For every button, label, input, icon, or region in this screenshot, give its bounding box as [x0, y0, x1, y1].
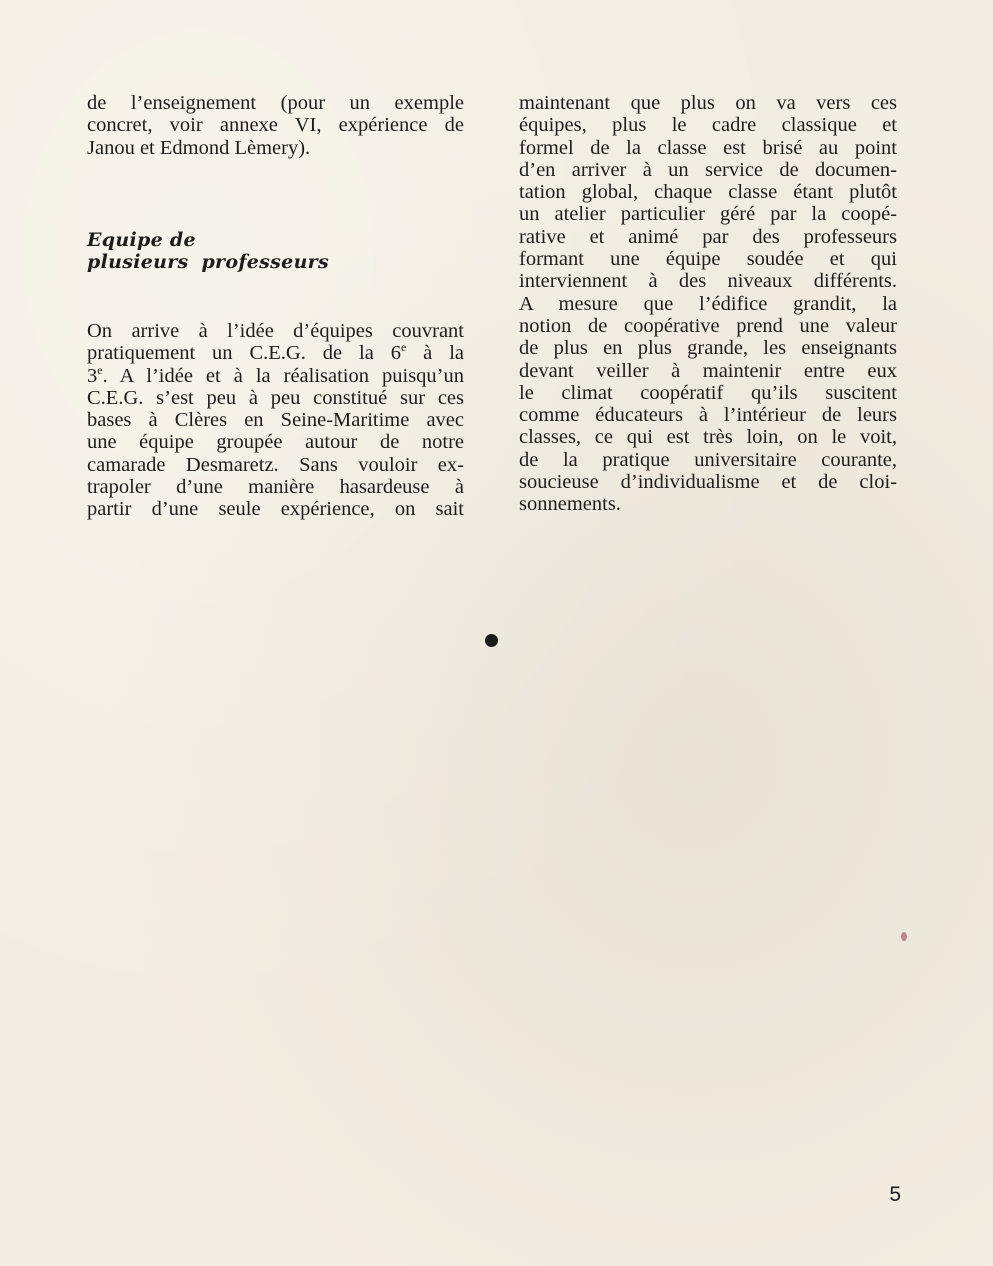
text-line: classes, ce qui est très loin, on le voit, — [519, 426, 897, 449]
text-fragment: 3 — [87, 364, 98, 387]
body-paragraph — [87, 320, 464, 521]
text-line: équipes, plus le cadre classique et — [519, 114, 897, 137]
text-line: une équipe groupée autour de notre — [87, 431, 464, 454]
text-line: le climat coopératif qu’ils suscitent — [519, 381, 897, 404]
ink-dot — [485, 634, 498, 647]
page-number: 5 — [889, 1183, 901, 1206]
text-line: C.E.G. s’est peu à peu constitué sur ces — [87, 386, 464, 409]
text-line: soucieuse d’individualisme et de cloi- — [519, 471, 897, 494]
heading-line: plusieurs professeurs — [87, 251, 329, 273]
text-line: de l’enseignement (pour un exemple — [87, 92, 464, 114]
right-column — [519, 92, 897, 516]
left-body-column — [87, 320, 464, 521]
right-paragraph — [519, 92, 897, 516]
text-line: formant une équipe soudée et qui — [519, 248, 897, 271]
text-line: partir d’une seule expérience, on sait — [87, 498, 464, 521]
text-line — [87, 362, 464, 387]
text-line: bases à Clères en Seine-Maritime avec — [87, 409, 464, 432]
superscript: e — [97, 362, 103, 377]
text-line: maintenant que plus on va vers ces — [519, 92, 897, 114]
intro-paragraph — [87, 92, 464, 159]
section-heading — [87, 229, 367, 273]
text-line: formel de la classe est brisé au point — [519, 136, 897, 159]
text-line: de plus en plus grande, les enseignants — [519, 337, 897, 360]
text-line: rative et animé par des professeurs — [519, 225, 897, 248]
text-line: comme éducateurs à l’intérieur de leurs — [519, 404, 897, 427]
text-line — [87, 342, 464, 364]
text-line: tation global, chaque classe étant plutôt — [519, 181, 897, 204]
text-fragment: pratiquement un C.E.G. de la 6 — [87, 342, 401, 365]
text-fragment: . A l’idée et à la réalisation puisqu’un — [102, 364, 464, 387]
text-line: On arrive à l’idée d’équipes couvrant — [87, 320, 464, 342]
text-line: concret, voir annexe VI, expérience de — [87, 114, 464, 137]
text-line: devant veiller à maintenir entre eux — [519, 359, 897, 382]
text-line: un atelier particulier géré par la coopé- — [519, 203, 897, 226]
superscript: e — [400, 340, 407, 355]
paper-speck — [901, 932, 907, 941]
text-line: A mesure que l’édifice grandit, la — [519, 292, 897, 315]
text-fragment: à la — [406, 342, 464, 365]
left-column — [87, 92, 464, 159]
text-line: de la pratique universitaire courante, — [519, 448, 897, 471]
text-line: trapoler d’une manière hasardeuse à — [87, 476, 464, 499]
text-line: interviennent à des niveaux différents. — [519, 270, 897, 293]
text-line: d’en arriver à un service de documen- — [519, 158, 897, 181]
text-line: sonnements. — [519, 493, 621, 516]
text-line: notion de coopérative prend une valeur — [519, 314, 897, 337]
text-line: camarade Desmaretz. Sans vouloir ex- — [87, 453, 464, 476]
text-line: Janou et Edmond Lèmery). — [87, 136, 311, 159]
heading-line: Equipe de — [87, 229, 196, 251]
